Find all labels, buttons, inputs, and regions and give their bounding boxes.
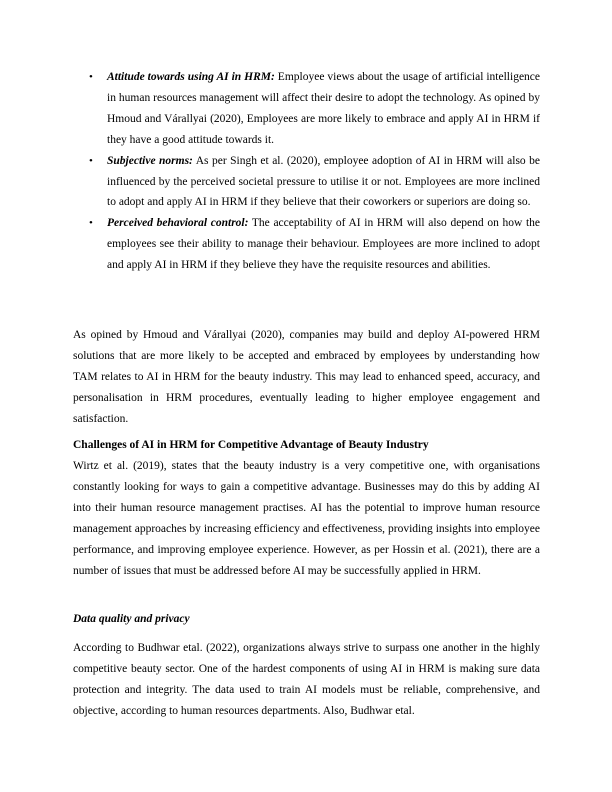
bullet-dot-icon: • (89, 154, 93, 167)
bullet-item-attitude (89, 67, 540, 151)
bullet-text: The acceptability of AI in HRM will also depend on how the employees see their ability to manage their behaviour. Employees are more inclined to adopt and apply AI in HRM if they believe they have the requisite resources and abilities. (107, 217, 540, 272)
paragraph-challenges: Wirtz et al. (2019), states that the beauty industry is a very competitive one, with organisations constantly looking for ways to gain a competitive advantage. Businesses may do this by adding AI into their human resource management practises. AI has the potential to improve human resource management approaches by increasing efficiency and effectiveness, providing insights into employee performance, and improving employee experience. However, as per Hossin et al. (2021), there are a number of issues that must be addressed before AI may be successfully applied in HRM. (73, 460, 540, 577)
bullet-lead: Attitude towards using AI in HRM: (107, 71, 275, 83)
bullet-text: Employee views about the usage of artificial intelligence in human resources management will affect their desire to adopt the technology. As opined by Hmoud and Várallyai (2020), Employees are more likely to embrace and apply AI in HRM if they have a good attitude towards it. (107, 71, 541, 146)
bullet-dot-icon: • (89, 71, 93, 83)
bullet-dot-icon: • (89, 217, 93, 230)
bullet-lead: Subjective norms: (107, 154, 193, 167)
bullet-lead: Perceived behavioral control: (107, 217, 249, 230)
subheading-data-quality: Data quality and privacy (73, 613, 190, 625)
bullet-text: As per Singh et al. (2020), employee adoption of AI in HRM will also be influenced by the perceived societal pressure to utilise it or not. Employees are more inclined to adopt and apply AI in HRM if they believe that their coworkers or superiors are doing so. (107, 154, 540, 209)
bullet-list (89, 67, 540, 276)
bullet-item-subjective-norms (89, 151, 540, 214)
bullet-item-behavioral-control (89, 213, 540, 276)
section-heading-challenges: Challenges of AI in HRM for Competitive Advantage of Beauty Industry (73, 439, 429, 451)
paragraph-data-quality: According to Budhwar etal. (2022), organizations always strive to surpass one another in the highly competitive beauty sector. One of the hardest components of using AI in HRM is making sure data protection and integrity. The data used to train AI models must be reliable, comprehensive, and objective, according to human resources departments. Also, Budhwar etal. (73, 642, 540, 717)
paragraph-tam: As opined by Hmoud and Várallyai (2020), companies may build and deploy AI-powered HRM solutions that are more likely to be accepted and embraced by employees by understanding how TAM relates to AI in HRM for the beauty industry. This may lead to enhanced speed, accuracy, and personalisation in HRM procedures, eventually leading to higher employee engagement and satisfaction. (73, 329, 540, 425)
